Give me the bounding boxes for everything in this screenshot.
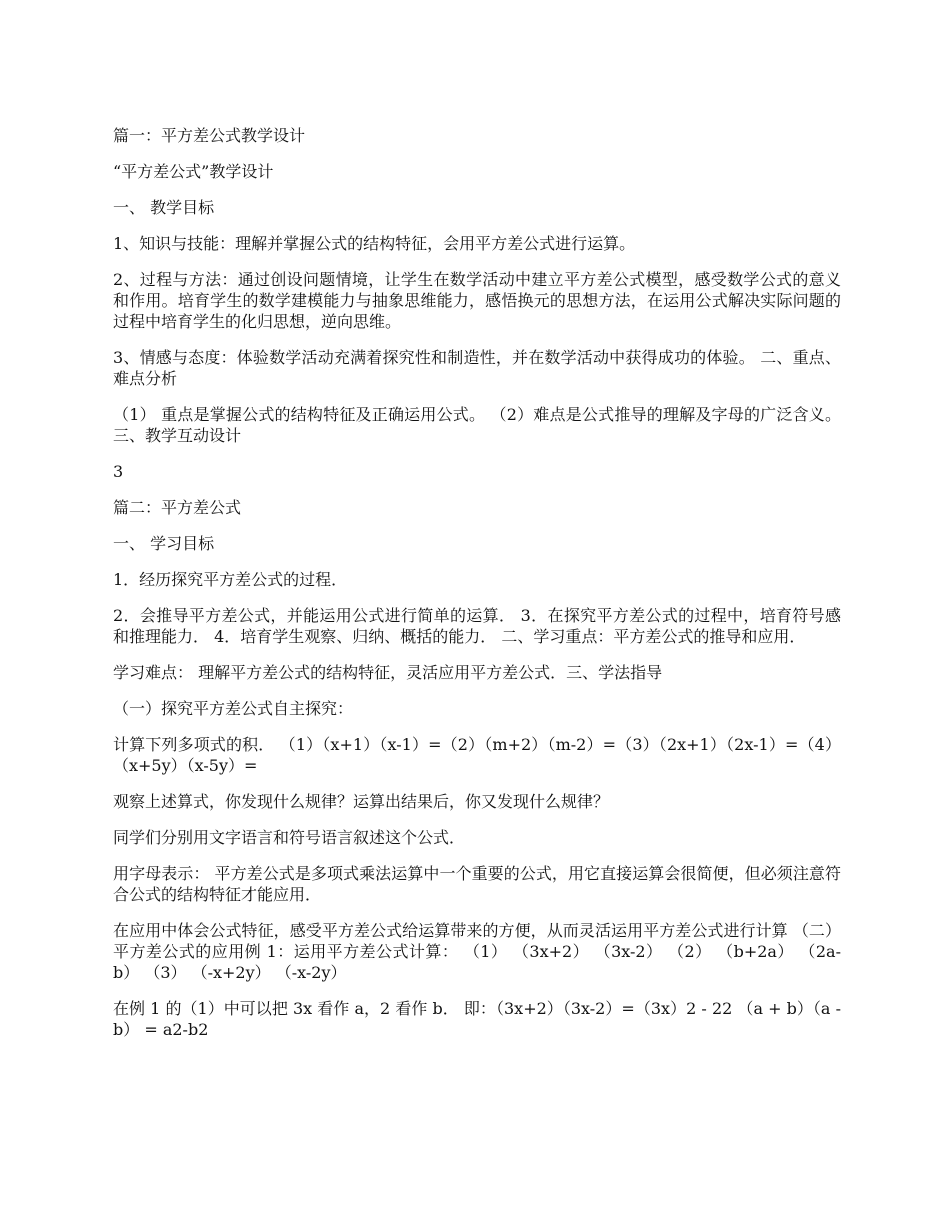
page-number: 3: [113, 462, 124, 481]
key-difficult-points: （1） 重点是掌握公式的结构特征及正确运用公式。 （2）难点是公式推导的理解及字母的广泛含义。 三、教学互动设计: [113, 405, 841, 445]
learning-goals-2-4: 2．会推导平方差公式，并能运用公式进行简单的运算． 3．在探究平方差公式的过程中，培育符号感和推理能力． 4．培育学生观察、归纳、概括的能力． 二、学习重点：平方差公式的推导和应用．: [113, 606, 841, 646]
learning-difficulty: 学习难点： 理解平方差公式的结构特征，灵活应用平方差公式．三、学法指导: [113, 663, 663, 682]
goal-knowledge-skills: 1、知识与技能：理解并掌握公式的结构特征，会用平方差公式进行运算。: [113, 234, 636, 253]
application-example: 在应用中体会公式特征，感受平方差公式给运算带来的方便，从而灵活运用平方差公式进行计算 （二）平方差公式的应用例 1：运用平方差公式计算： （1） （3x+2） （3x-2） （2） （b+2a） （2a-b） （3） （-x+2y） （-x-2y）: [113, 921, 841, 982]
section-learning-goals: 一、 学习目标: [113, 534, 215, 553]
goal-process-methods: 2、过程与方法：通过创设问题情境，让学生在数学活动中建立平方差公式模型，感受数学公式的意义和作用。培育学生的数学建模能力与抽象思维能力，感悟换元的思想方法，在运用公式解决实际问题的过程中培育学生的化归思想，逆向思维。: [113, 270, 841, 331]
section-teaching-goals: 一、 教学目标: [113, 198, 215, 217]
explore-heading: （一）探究平方差公式自主探究：: [113, 699, 354, 718]
heading-part-one: 篇一：平方差公式教学设计: [113, 126, 306, 145]
observe-question: 观察上述算式，你发现什么规律？运算出结果后，你又发现什么规律？: [113, 792, 610, 811]
letter-representation: 用字母表示： 平方差公式是多项式乘法运算中一个重要的公式，用它直接运算会很简便，但必须注意符合公式的结构特征才能应用．: [113, 864, 841, 904]
describe-formula: 同学们分别用文字语言和符号语言叙述这个公式．: [113, 828, 466, 847]
document-body: [113, 125, 841, 1055]
goal-emotion-attitude: 3、情感与态度：体验数学活动充满着探究性和制造性，并在数学活动中获得成功的体验。 二、重点、难点分析: [113, 348, 841, 388]
heading-part-two: 篇二：平方差公式: [113, 498, 242, 517]
learning-goal-1: 1．经历探究平方差公式的过程．: [113, 570, 348, 589]
exercise-products: 计算下列多项式的积． （1）（x+1）（x-1）=（2）（m+2）（m-2）=（3）（2x+1）（2x-1）=（4）（x+5y）（x-5y）=: [113, 735, 841, 775]
subtitle-teaching-design: “平方差公式”教学设计: [113, 162, 274, 181]
example-explanation: 在例 1 的（1）中可以把 3x 看作 a，2 看作 b． 即：（3x+2）（3x-2）=（3x）2 - 22 （a + b）（a - b） = a2-b2: [113, 999, 841, 1039]
